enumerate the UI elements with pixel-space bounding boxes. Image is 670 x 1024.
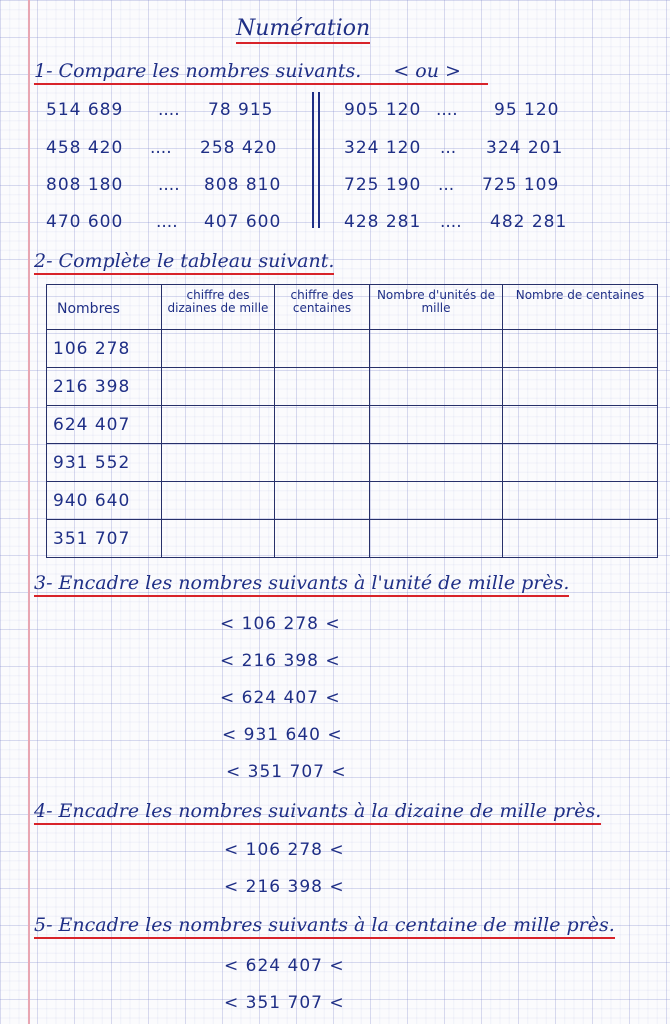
section-3-heading: 3- Encadre les nombres suivants à l'unité de mille près. <box>34 572 569 597</box>
s1-left-row-3-dots: .... <box>158 175 180 195</box>
column-divider <box>312 92 314 228</box>
table-cell <box>275 444 370 482</box>
s1-left-row-2-dots: .... <box>150 138 172 158</box>
table-cell <box>275 520 370 558</box>
table-cell <box>503 330 658 368</box>
s5-item-1: < 624 407 < <box>224 956 345 976</box>
s1-right-row-3-dots: ... <box>438 175 455 195</box>
table-cell <box>275 368 370 406</box>
s1-right-row-2-a: 324 120 <box>344 138 422 158</box>
s1-right-row-1-dots: .... <box>436 100 458 120</box>
table-cell-number: 940 640 <box>47 482 162 520</box>
table-cell <box>370 330 503 368</box>
table-row <box>47 406 658 444</box>
table-cell <box>162 444 275 482</box>
s1-left-row-4-a: 470 600 <box>46 212 124 232</box>
s3-item-2: < 216 398 < <box>220 651 341 671</box>
s1-left-row-4-b: 407 600 <box>204 212 282 232</box>
table-row <box>47 444 658 482</box>
s1-right-row-1-b: 95 120 <box>494 100 560 120</box>
s4-item-2: < 216 398 < <box>224 877 345 897</box>
table-row <box>47 520 658 558</box>
table-cell <box>503 406 658 444</box>
s1-left-row-1-b: 78 915 <box>208 100 274 120</box>
table-cell <box>503 520 658 558</box>
section-1-symbols: < ou > <box>393 60 461 82</box>
table-header-row <box>47 285 658 330</box>
header-nombre-de-centaines: Nombre de centaines <box>503 285 658 330</box>
table-cell-number: 624 407 <box>47 406 162 444</box>
table-cell <box>275 482 370 520</box>
s4-item-1: < 106 278 < <box>224 840 345 860</box>
table-cell <box>275 406 370 444</box>
s1-right-row-2-dots: ... <box>440 138 457 158</box>
s1-right-row-2-b: 324 201 <box>486 138 564 158</box>
section-1-heading <box>34 60 488 85</box>
table-row <box>47 482 658 520</box>
header-nombres: Nombres <box>47 285 162 330</box>
s1-left-row-2-b: 258 420 <box>200 138 278 158</box>
s1-right-row-4-a: 428 281 <box>344 212 422 232</box>
page-title: Numération <box>236 16 370 44</box>
header-centaines: chiffre des centaines <box>275 285 370 330</box>
table-cell <box>370 444 503 482</box>
column-divider <box>318 92 320 228</box>
table-cell <box>503 444 658 482</box>
table-cell <box>370 406 503 444</box>
table-cell <box>370 482 503 520</box>
table-cell <box>162 330 275 368</box>
s1-left-row-2-a: 458 420 <box>46 138 124 158</box>
table-cell <box>275 330 370 368</box>
s1-right-row-1-a: 905 120 <box>344 100 422 120</box>
s1-left-row-4-dots: .... <box>156 212 178 232</box>
table-row <box>47 368 658 406</box>
header-dizaines-de-mille: chiffre des dizaines de mille <box>162 285 275 330</box>
table-cell <box>162 520 275 558</box>
section-5-heading: 5- Encadre les nombres suivants à la centaine de mille près. <box>34 914 615 939</box>
table-cell <box>162 368 275 406</box>
s1-right-row-4-b: 482 281 <box>490 212 568 232</box>
section-2-heading: 2- Complète le tableau suivant. <box>34 250 334 275</box>
section-4-heading: 4- Encadre les nombres suivants à la dizaine de mille près. <box>34 800 601 825</box>
table-cell <box>503 482 658 520</box>
s1-left-row-3-a: 808 180 <box>46 175 124 195</box>
table-cell-number: 351 707 <box>47 520 162 558</box>
table-cell-number: 106 278 <box>47 330 162 368</box>
s1-left-row-1-a: 514 689 <box>46 100 124 120</box>
s1-right-row-3-a: 725 190 <box>344 175 422 195</box>
table-cell <box>503 368 658 406</box>
s1-left-row-1-dots: .... <box>158 100 180 120</box>
header-unites-de-mille: Nombre d'unités de mille <box>370 285 503 330</box>
table-cell <box>370 368 503 406</box>
s3-item-1: < 106 278 < <box>220 614 341 634</box>
s5-item-2: < 351 707 < <box>224 993 345 1013</box>
table-cell-number: 931 552 <box>47 444 162 482</box>
table-cell-number: 216 398 <box>47 368 162 406</box>
table <box>46 284 658 558</box>
table-row <box>47 330 658 368</box>
s3-item-3: < 624 407 < <box>220 688 341 708</box>
s1-right-row-3-b: 725 109 <box>482 175 560 195</box>
table-cell <box>162 406 275 444</box>
s1-right-row-4-dots: .... <box>440 212 462 232</box>
margin-line <box>28 0 30 1024</box>
table-cell <box>370 520 503 558</box>
s3-item-4: < 931 640 < <box>222 725 343 745</box>
section-1-text: 1- Compare les nombres suivants. <box>34 60 362 82</box>
s3-item-5: < 351 707 < <box>226 762 347 782</box>
s1-left-row-3-b: 808 810 <box>204 175 282 195</box>
table-cell <box>162 482 275 520</box>
